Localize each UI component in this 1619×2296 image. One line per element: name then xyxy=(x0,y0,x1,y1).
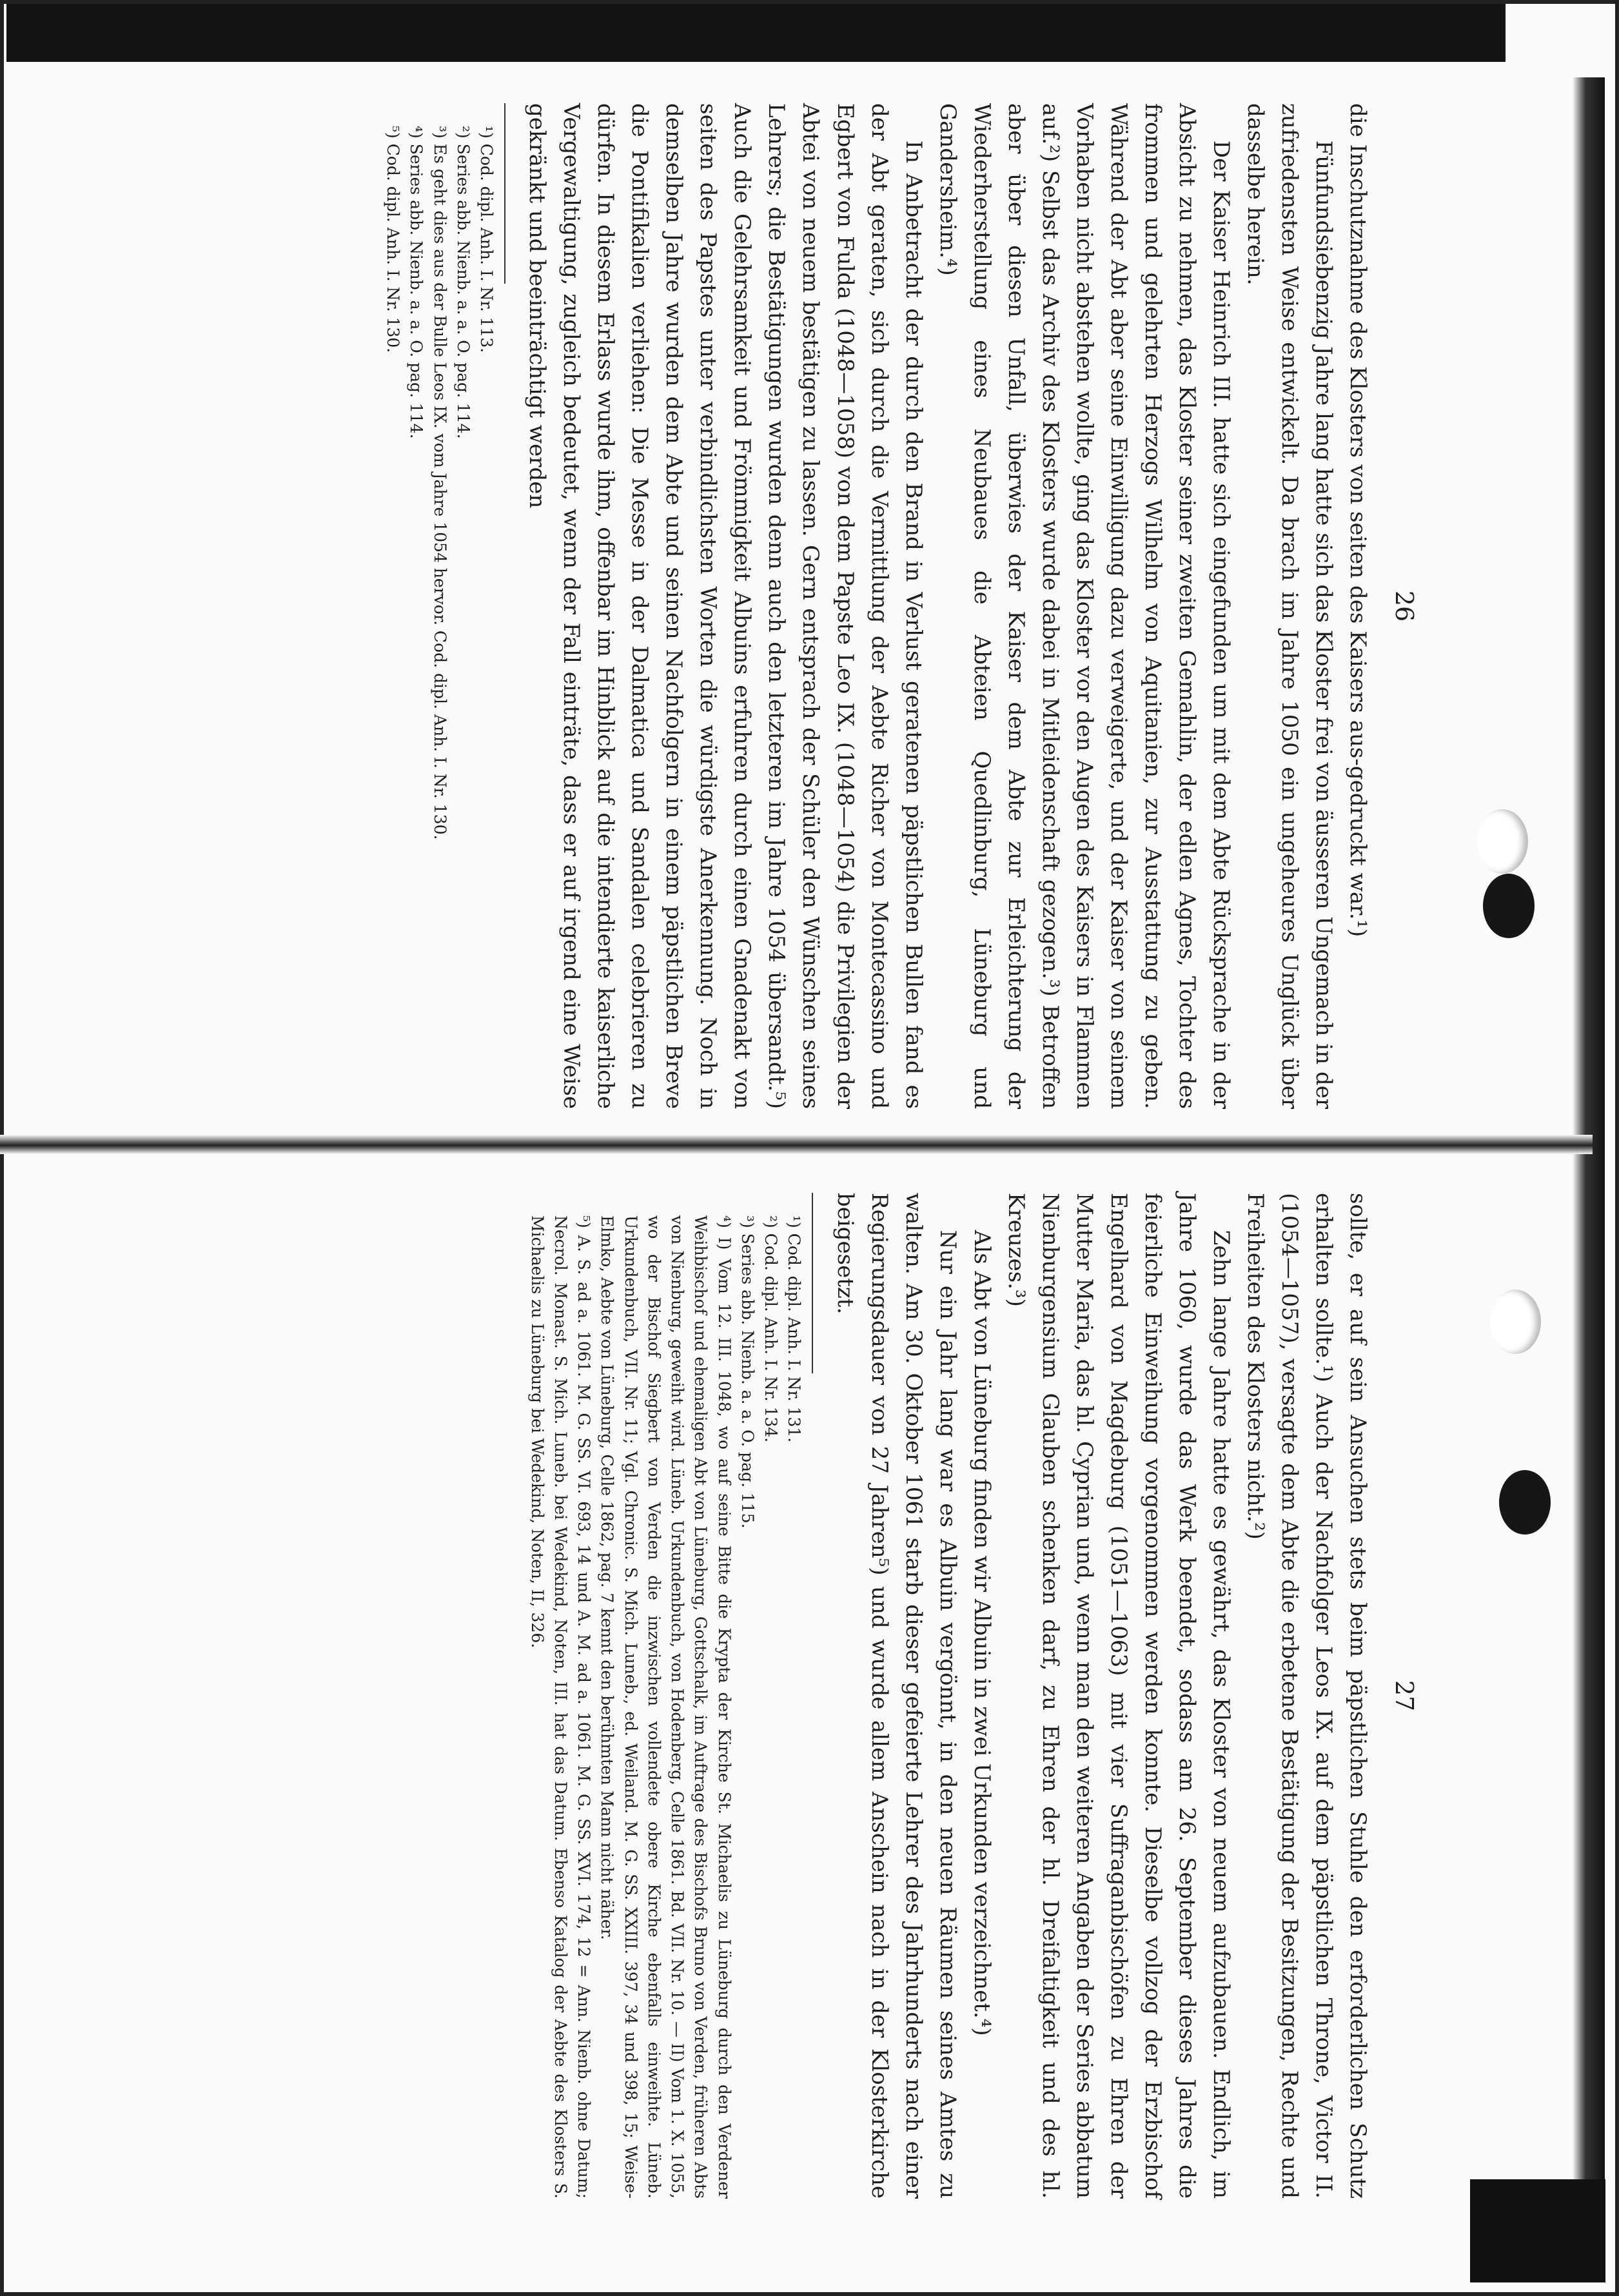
page-27 xyxy=(426,1193,1418,2199)
paragraph: Zehn lange Jahre hatte es gewährt, das Kloster von neuem aufzubauen. Endlich, im Jahre 1060, wurde das Werk beendet, sodass am 26. September dieses Jahres die feierliche Einweihung vorgenommen werden konnte. Dieselbe vollzog der Erzbischof Engelhard von Magdeburg (1051—1063) mit vier Suffraganbischöfen zu Ehren der Mutter Maria, das hl. Cyprian und, wenn man den weiteren Angaben der Series abbatum Nienburgensium Glauben schenken darf, zu Ehren der hl. Dreifaltigkeit und des hl. Kreuzes.³) xyxy=(1003,1193,1234,2199)
footnote-separator xyxy=(812,1193,814,1373)
scan-shadow-corner xyxy=(1470,2179,1605,2282)
footnote: ³) Es geht dies aus der Bulle Leos IX. vom Jahre 1054 hervor. Cod. dipl. Anh. I. Nr. 130. xyxy=(430,126,449,840)
page-26 xyxy=(384,103,1418,1109)
scan-shadow-top xyxy=(6,4,1609,62)
punch-hole-light xyxy=(1477,809,1528,874)
book-spine xyxy=(0,1135,1593,1154)
punch-hole-dark xyxy=(1483,874,1535,938)
footnote: ³) Series abb. Nienb. a. a. O. pag. 115. xyxy=(738,1215,757,1529)
footnote-separator xyxy=(504,103,505,284)
page-number: 26 xyxy=(1390,590,1418,622)
footnote: ⁵) Cod. dipl. Anh. I. Nr. 130. xyxy=(384,126,403,353)
footnote: ⁵) A. S. ad a. 1061. M. G. SS. VI. 693, 14 und A. M. ad a. 1061. M. G. SS. XVI. 174, 12 = Ann. Nienb. ohne Datum; Necrol. Monast. S. Mich. Luneb. bei Wedekind, Noten, III. hat das Datum. Ebenso Katalog der Aebte des Klosters S. Michaelis zu Lüneburg bei Wedekind, Noten, II, 326. xyxy=(527,1215,594,2199)
scan-shadow-right xyxy=(1573,77,1605,2282)
footnote: ¹) Cod. dipl. Anh. I. Nr. 131. xyxy=(785,1215,804,1443)
paragraph: Als Abt von Lüneburg finden wir Albuin in zwei Urkunden verzeichnet.⁴) xyxy=(968,1230,995,2036)
page-number: 27 xyxy=(1390,1680,1418,1712)
punch-hole-light xyxy=(1489,1290,1541,1354)
paragraph: In Anbetracht der durch den Brand in Verlust geratenen päpstlichen Bullen fand es der Abt geraten, sich durch die Vermittlung der Aebte Richer von Montecassino und Egbert von Fulda (1048—1058) von dem Papste Leo IX. (1048—1054) die Privilegien der Abtei von neuem bestätigen zu lassen. Gern entsprach der Schüler den Wünschen seines Lehrers; die Bestätigungen wurden denn auch den letzteren im Jahre 1054 übersandt.⁵) Auch die Gelehrsamkeit und Frömmigkeit Albuins erfuhren durch einen Gnadenakt von seiten des Papstes unter verbindlichsten Worten die würdigste Anerkennung. Noch in demselben Jahre wurden dem Abte und seinen Nachfolgern in einem päpstlichen Breve die Pontifikalien verliehen: Die Messe in der Dalmatica und Sandalen celebrieren zu dürfen. In diesem Erlass wurde ihm, offenbar im Hinblick auf die intendierte kaiserliche Vergewaltigung, zugleich bedeutet, wenn der Fall einträte, dass er auf irgend eine Weise gekränkt und beeinträchtigt werden xyxy=(524,103,927,1109)
footnote: ²) Series abb. Nienb. a. a. O. pag. 114. xyxy=(453,126,473,439)
footnote: ¹) Cod. dipl. Anh. I. Nr. 113. xyxy=(477,126,496,353)
paragraph: Nur ein Jahr lang war es Albuin vergönnt, in den neuen Räumen seines Amtes zu walten. Am 30. Oktober 1061 starb dieser gefeierte Lehrer des Jahrhunderts nach einer Regierungsdauer von 27 Jahren⁵) und wurde allem Anschein nach in der Klosterkirche beigesetzt. xyxy=(832,1193,961,2199)
footnote: ⁴) Series abb. Nienb. a. a. O. pag. 114. xyxy=(407,126,426,439)
punch-hole-dark xyxy=(1499,1470,1551,1535)
paragraph: Der Kaiser Heinrich III. hatte sich eingefunden um mit dem Abte Rücksprache in der Absicht zu nehmen, das Kloster seiner zweiten Gemahlin, der edlen Agnes, Tochter des frommen und gelehrten Herzogs Wilhelm von Aquitanien, zur Ausstattung zu geben. Während der Abt aber seine Einwilligung dazu verweigerte, und der Kaiser von seinem Vorhaben nicht abstehen wollte, ging das Kloster vor den Augen des Kaisers in Flammen auf.²) Selbst das Archiv des Klosters wurde dabei in Mitleidenschaft gezogen.³) Betroffen aber über diesen Unfall, überwies der Kaiser dem Abte zur Erleichterung der Wiederherstellung eines Neubaues die Abteien Quedlinburg, Lüneburg und Gandersheim.⁴) xyxy=(934,103,1234,1109)
paragraph: sollte, er auf sein Ansuchen stets beim päpstlichen Stuhle den erforderlichen Schutz erhalten sollte.¹) Auch der Nachfolger Leos IX. auf dem päpstlichen Throne, Victor II. (1054—1057), versagte dem Abte die erbetene Bestätigung der Besitzungen, Rechte und Freiheiten des Klosters nicht.²) xyxy=(1242,1193,1371,2199)
footnote: ⁴) I) Vom 12. III. 1048, wo auf seine Bitte die Krypta der Kirche St. Michaelis zu Lüneburg durch den Verdener Weihbischof und ehemaligen Abt von Lüneburg, Gottschalk, im Auftrage des Bischofs Bruno von Verden, früheren Abts von Nienburg, geweiht wird. Lüneb. Urkundenbuch, von Hodenberg, Celle 1861. Bd. VII. Nr. 10. — II) Vom 1. X. 1055, wo der Bischof Siegbert von Verden die inzwischen vollendete obere Kirche ebenfalls einweihte. Lüneb. Urkundenbuch, VII. Nr. 11; Vgl. Chronic. S. Mich. Luneb., ed. Weiland. M. G. SS. XXIII. 397, 34 und 398, 15; Weise-Elmko, Aebte von Lüneburg, Celle 1862, pag. 7 kennt den berühmten Mann nicht näher. xyxy=(598,1215,734,2199)
footnote: ²) Cod. dipl. Anh. I. Nr. 134. xyxy=(761,1215,781,1443)
paragraph: die Inschutznahme des Klosters von seiten des Kaisers aus-gedruckt war.¹) xyxy=(1345,103,1371,937)
paragraph: Fünfundsiebenzig Jahre lang hatte sich das Kloster frei von äusseren Ungemach in der zufriedensten Weise entwickelt. Da brach im Jahre 1050 ein ungeheures Unglück über dasselbe herein. xyxy=(1242,103,1337,1109)
